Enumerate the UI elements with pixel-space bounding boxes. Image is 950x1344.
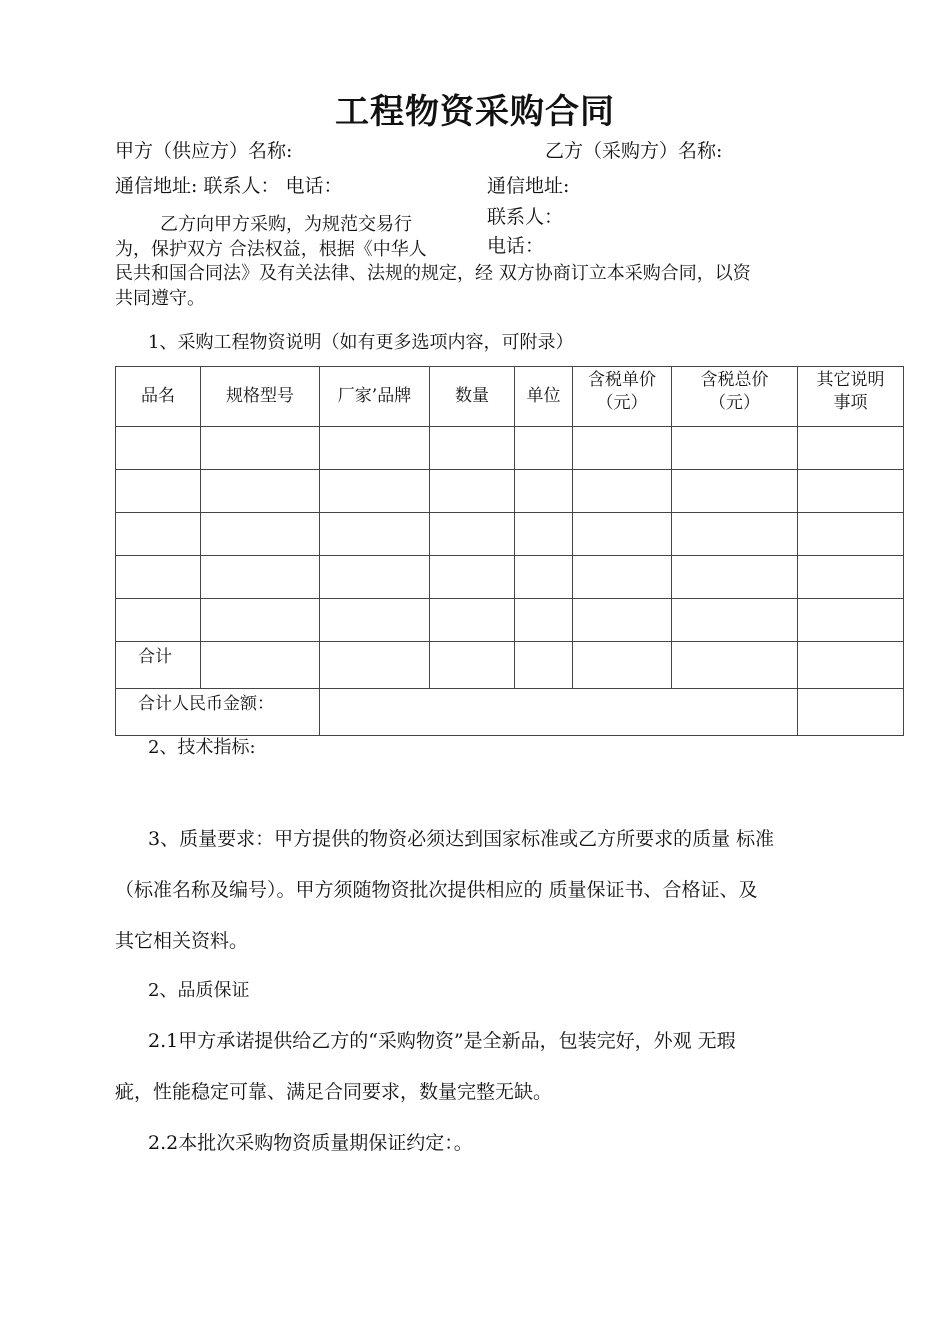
- section-2-heading: 2、技术指标:: [148, 737, 256, 758]
- table-cell[interactable]: [320, 513, 430, 556]
- intro-line-4: 共同遵守。: [115, 288, 205, 309]
- table-cell[interactable]: [672, 513, 798, 556]
- header-product-name: 品名: [116, 367, 201, 427]
- table-cell[interactable]: [430, 599, 515, 642]
- section-3-line-1: 3、质量要求：甲方提供的物资必须达到国家标准或乙方所要求的质量 标准: [148, 828, 775, 850]
- table-cell[interactable]: [430, 427, 515, 470]
- header-total-price: 含税总价 （元）: [672, 367, 798, 427]
- intro-line-1: 乙方向甲方采购，为规范交易行: [160, 214, 412, 235]
- table-cell[interactable]: [798, 470, 904, 513]
- table-cell[interactable]: [320, 427, 430, 470]
- table-cell[interactable]: [672, 427, 798, 470]
- table-cell[interactable]: [116, 513, 201, 556]
- party-a-contact-line: 通信地址: 联系人： 电话：: [115, 175, 343, 197]
- rmb-total-label: 合计人民币金额：: [116, 689, 320, 736]
- table-cell[interactable]: [201, 470, 320, 513]
- table-cell[interactable]: [672, 599, 798, 642]
- table-cell[interactable]: [320, 599, 430, 642]
- table-cell[interactable]: [320, 642, 430, 689]
- table-cell[interactable]: [798, 642, 904, 689]
- party-a-name-label: 甲方（供应方）名称:: [115, 140, 293, 162]
- table-cell[interactable]: [515, 427, 573, 470]
- table-cell[interactable]: [573, 599, 672, 642]
- table-cell[interactable]: [515, 556, 573, 599]
- table-row: [116, 556, 904, 599]
- table-row: [116, 427, 904, 470]
- party-b-name-label: 乙方（采购方）名称:: [545, 140, 723, 162]
- header-unit-price: 含税单价 （元）: [573, 367, 672, 427]
- table-cell[interactable]: [573, 513, 672, 556]
- section-3-line-3: 其它相关资料。: [115, 930, 249, 952]
- table-cell[interactable]: [430, 556, 515, 599]
- table-cell[interactable]: [201, 642, 320, 689]
- section-3-line-2: （标准名称及编号）。甲方须随物资批次提供相应的 质量保证书、合格证、及: [115, 879, 758, 901]
- table-cell[interactable]: [430, 642, 515, 689]
- table-cell[interactable]: [201, 513, 320, 556]
- table-cell[interactable]: [515, 470, 573, 513]
- clause-2-1-line-1: 2.1甲方承诺提供给乙方的“采购物资”是全新品，包装完好，外观 无瑕: [148, 1030, 736, 1052]
- clause-2-2: 2.2本批次采购物资质量期保证约定：。: [148, 1132, 473, 1154]
- quality-heading: 2、品质保证: [148, 980, 250, 1001]
- table-cell[interactable]: [573, 556, 672, 599]
- rmb-total-value-cell[interactable]: [320, 689, 798, 736]
- table-cell[interactable]: [515, 513, 573, 556]
- table-cell[interactable]: [116, 599, 201, 642]
- table-header-row: [116, 367, 904, 427]
- header-unit: 单位: [515, 367, 573, 427]
- table-cell[interactable]: [320, 556, 430, 599]
- party-b-contact-label: 联系人：: [487, 206, 564, 228]
- table-cell[interactable]: [672, 642, 798, 689]
- header-quantity: 数量: [430, 367, 515, 427]
- table-cell[interactable]: [201, 599, 320, 642]
- table-row: [116, 513, 904, 556]
- table-cell[interactable]: [798, 599, 904, 642]
- header-other-notes: 其它说明 事项: [798, 367, 904, 427]
- table-cell[interactable]: [430, 470, 515, 513]
- table-cell[interactable]: [672, 556, 798, 599]
- table-cell[interactable]: [116, 556, 201, 599]
- table-row: [116, 470, 904, 513]
- table-row: [116, 599, 904, 642]
- intro-line-3: 民共和国合同法》及有关法律、法规的规定，经 双方协商订立本采购合同，以资: [115, 263, 751, 284]
- table-cell[interactable]: [798, 556, 904, 599]
- table-cell[interactable]: [430, 513, 515, 556]
- clause-2-1-line-2: 疵，性能稳定可靠、满足合同要求，数量完整无缺。: [115, 1081, 553, 1103]
- intro-line-2: 为，保护双方 合法权益，根据《中华人: [115, 239, 427, 260]
- total-label: 合计: [116, 642, 201, 689]
- table-cell[interactable]: [798, 689, 904, 736]
- table-cell[interactable]: [201, 427, 320, 470]
- table-cell[interactable]: [201, 556, 320, 599]
- table-cell[interactable]: [515, 599, 573, 642]
- table-cell[interactable]: [116, 427, 201, 470]
- table-total-row: [116, 642, 904, 689]
- table-cell[interactable]: [116, 470, 201, 513]
- table-cell[interactable]: [798, 427, 904, 470]
- party-b-address-label: 通信地址:: [487, 175, 570, 197]
- header-spec-model: 规格型号: [201, 367, 320, 427]
- section-1-heading: 1、采购工程物资说明（如有更多选项内容，可附录）: [148, 332, 574, 353]
- party-b-phone-label: 电话：: [487, 235, 545, 257]
- table-cell[interactable]: [573, 427, 672, 470]
- table-cell[interactable]: [672, 470, 798, 513]
- table-cell[interactable]: [798, 513, 904, 556]
- table-cell[interactable]: [515, 642, 573, 689]
- table-cell[interactable]: [573, 470, 672, 513]
- table-cell[interactable]: [320, 470, 430, 513]
- materials-table: [115, 366, 904, 736]
- table-rmb-total-row: [116, 689, 904, 736]
- header-manufacturer-brand: 厂家’品牌: [320, 367, 430, 427]
- table-cell[interactable]: [573, 642, 672, 689]
- document-title: 工程物资采购合同: [335, 92, 615, 132]
